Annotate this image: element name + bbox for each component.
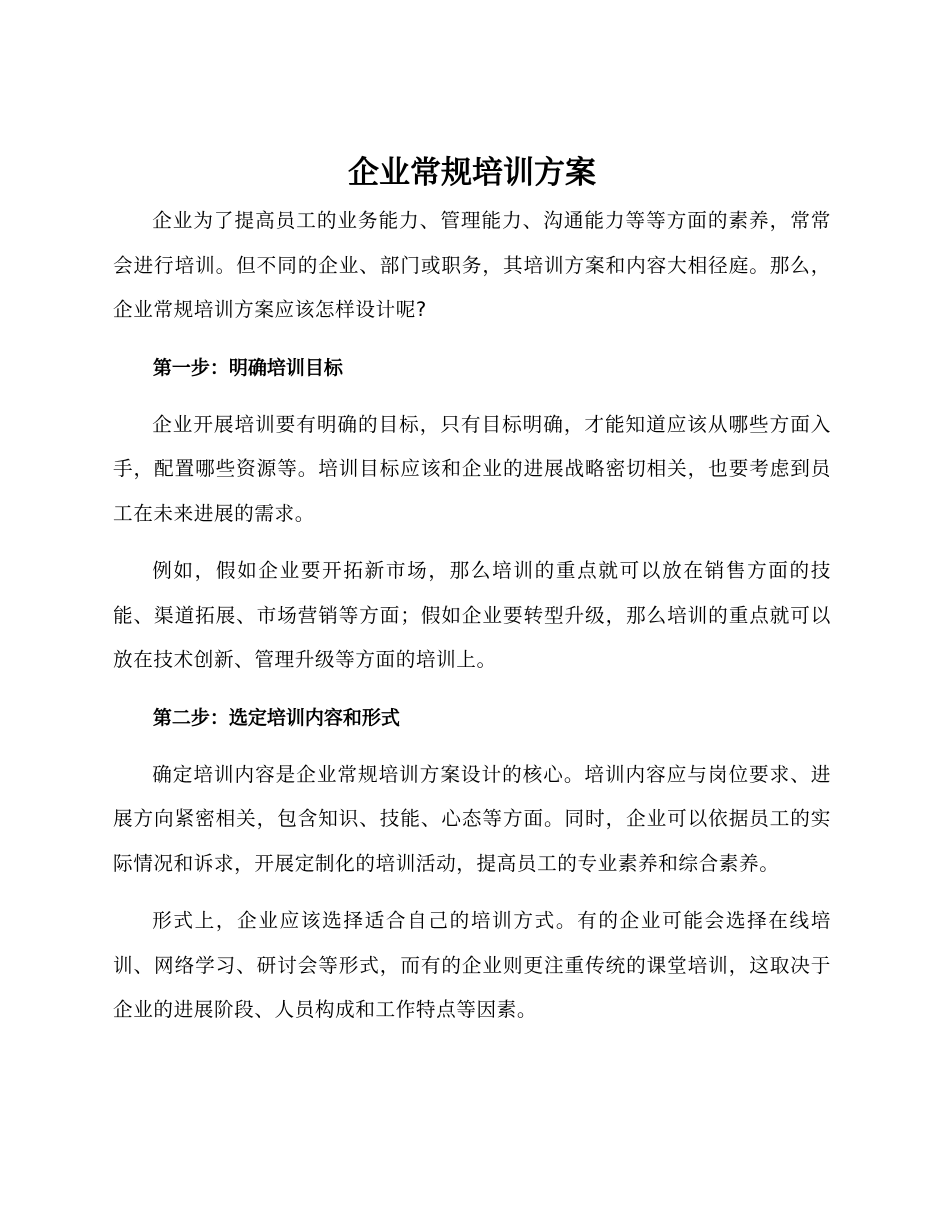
- step2-heading: 第二步：选定培训内容和形式: [152, 706, 400, 729]
- step2-paragraph-1: 确定培训内容是企业常规培训方案设计的核心。培训内容应与岗位要求、进展方向紧密相关，包含知识、技能、心态等方面。同时，企业可以依据员工的实际情况和诉求，开展定制化的培训活动，提高员工的专业素养和综合素养。: [113, 762, 831, 875]
- step1-paragraph-2: 例如，假如企业要开拓新市场，那么培训的重点就可以放在销售方面的技能、渠道拓展、市场营销等方面；假如企业要转型升级，那么培训的重点就可以放在技术创新、管理升级等方面的培训上。: [113, 559, 831, 671]
- document-page: [113, 147, 831, 1033]
- step1-paragraph-1: 企业开展培训要有明确的目标，只有目标明确，才能知道应该从哪些方面入手，配置哪些资源等。培训目标应该和企业的进展战略密切相关，也要考虑到员工在未来进展的需求。: [113, 412, 831, 525]
- intro-paragraph: 企业为了提高员工的业务能力、管理能力、沟通能力等等方面的素养，常常会进行培训。但不同的企业、部门或职务，其培训方案和内容大相径庭。那么，企业常规培训方案应该怎样设计呢?: [113, 209, 831, 321]
- step2-paragraph-2: 形式上，企业应该选择适合自己的培训方式。有的企业可能会选择在线培训、网络学习、研讨会等形式，而有的企业则更注重传统的课堂培训，这取决于企业的进展阶段、人员构成和工作特点等因素。: [113, 909, 831, 1021]
- step1-heading: 第一步：明确培训目标: [152, 356, 343, 379]
- document-title: 企业常规培训方案: [348, 155, 596, 191]
